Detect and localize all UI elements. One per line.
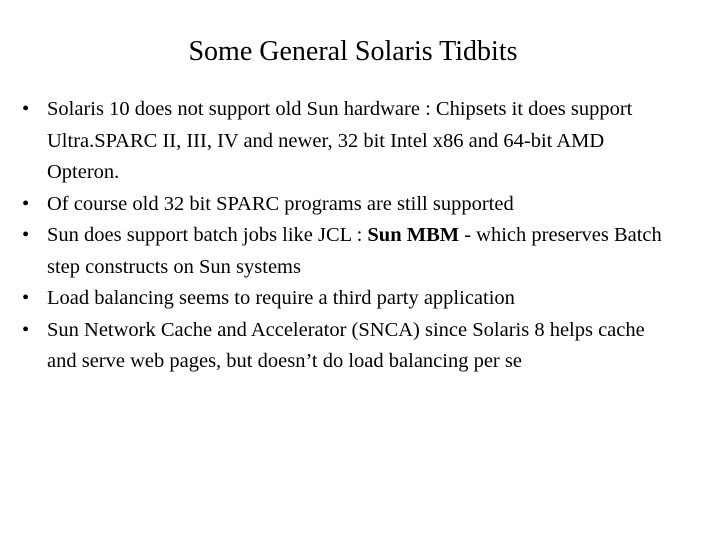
slide-title: Some General Solaris Tidbits xyxy=(188,36,518,67)
bullet-item-1 xyxy=(22,94,672,189)
bullet-text-pre: Sun does support batch jobs like JCL : xyxy=(47,224,368,246)
bullet-item-5 xyxy=(22,315,672,378)
bullet-text: Sun Network Cache and Accelerator (SNCA) since Solaris 8 helps cache and serve web pages, but doesn’t do load balancing per se xyxy=(47,318,645,372)
bullet-list xyxy=(22,94,672,378)
bullet-item-3 xyxy=(22,220,672,283)
bullet-item-4 xyxy=(22,283,672,315)
bullet-icon: • xyxy=(22,192,30,215)
bullet-icon: • xyxy=(22,98,30,120)
bullet-text: Load balancing seems to require a third party application xyxy=(47,287,515,309)
bullet-text-post: - which preserves Batch step constructs on Sun systems xyxy=(47,224,662,278)
bullet-icon: • xyxy=(22,318,30,341)
bullet-item-2 xyxy=(22,189,672,221)
bullet-text-bold: Sun MBM xyxy=(367,224,460,246)
bullet-text: Of course old 32 bit SPARC programs are still supported xyxy=(47,192,514,215)
bullet-icon: • xyxy=(22,224,30,246)
bullet-text: Solaris 10 does not support old Sun hardware : Chipsets it does support Ultra.SPARC II, III, IV and newer, 32 bit Intel x86 and 64-bit AMD Opteron. xyxy=(47,98,633,183)
bullet-icon: • xyxy=(22,287,30,309)
